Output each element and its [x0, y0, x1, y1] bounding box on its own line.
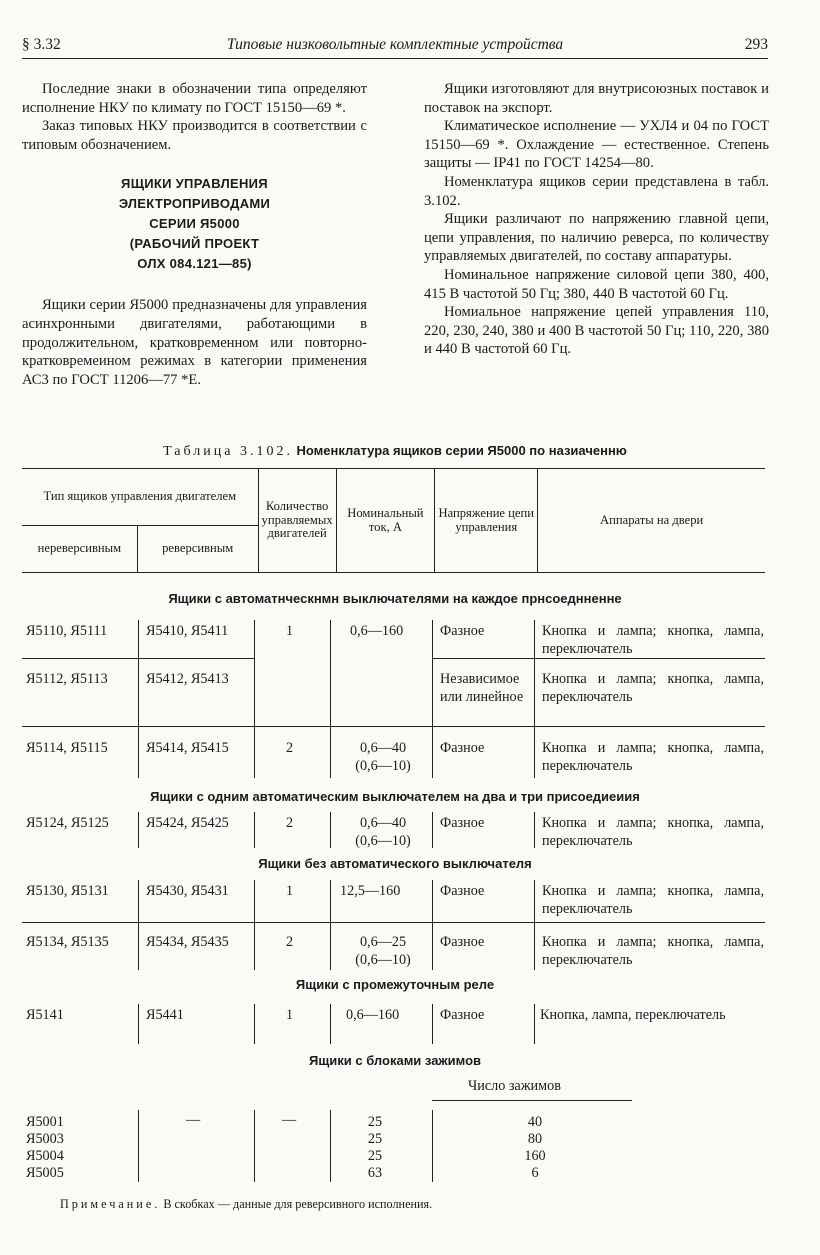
clamps-header-rule — [432, 1100, 632, 1101]
cell-rev: Я5430, Я5431 — [146, 883, 229, 899]
clamp-current: 25 — [367, 1114, 383, 1130]
cell-voltage: Фазное — [440, 883, 485, 899]
note-text: В скобках — данные для реверсивного исполнения. — [163, 1197, 433, 1211]
cell-current: 0,6—160 — [346, 1007, 400, 1023]
cell-rev: Я5410, Я5411 — [146, 623, 229, 639]
paragraph: Номинальное напряжение силовой цепи 380, 400, 415 В частотой 50 Гц; 380, 440 В частотой 60 Гц. — [424, 266, 769, 302]
cell-rev: Я5434, Я5435 — [146, 934, 229, 950]
cell-devices: Кнопка и лампа; кнопка, лампа, переключатель — [542, 934, 764, 968]
paragraph: Ящики различают по напряжению главной цепи, цепи управления, по наличию реверса, по количеству управляемых двигателей, по составу аппаратуры. — [424, 211, 769, 265]
clamp-rev: — — [186, 1112, 201, 1128]
paragraph: Ящики изготовляют для внутрисоюзных поставок и поставок на экспорт. — [424, 81, 769, 116]
clamp-count-value: 40 — [527, 1114, 543, 1130]
cell-current: 0,6—40 (0,6—10) — [355, 815, 411, 849]
cell-count: 2 — [286, 815, 294, 831]
row-divider — [22, 922, 765, 923]
cell-current: 0,6—25 (0,6—10) — [355, 934, 411, 968]
column-rule — [330, 620, 331, 778]
cell-count: 2 — [286, 934, 294, 950]
cell-count: 1 — [286, 1007, 294, 1023]
clamps-header: Число зажимов — [468, 1078, 561, 1094]
column-rule — [534, 1004, 535, 1044]
heading-line: ЭЛЕКТРОПРИВОДАМИ — [118, 196, 271, 212]
column-rule — [254, 620, 255, 778]
header-count: Количество управляемых двигателей — [258, 469, 336, 573]
right-column — [424, 80, 769, 359]
cell-rev: Я5414, Я5415 — [146, 740, 229, 756]
column-rule — [330, 1004, 331, 1044]
cell-nonrev: Я5110, Я5111 — [26, 623, 108, 639]
column-rule — [432, 880, 433, 970]
table-label: Таблица 3.102. — [163, 444, 293, 459]
cell-devices: Кнопка и лампа; кнопка, лампа, переключатель — [542, 740, 764, 774]
clamp-count: — — [282, 1112, 297, 1128]
paragraph: Номенклатура ящиков серии представлена в табл. 3.102. — [424, 173, 769, 209]
page-number: 293 — [744, 36, 768, 53]
paragraph: Номиальное напряжение цепей управления 110, 220, 230, 240, 380 и 400 В частотой 50 Гц; 110, 220, 380 и 440 В частотой 60 Гц. — [424, 304, 769, 358]
column-rule — [138, 1004, 139, 1044]
header-devices: Аппараты на двери — [538, 469, 765, 573]
column-rule — [330, 1110, 331, 1182]
cell-count: 1 — [286, 883, 294, 899]
cell-voltage: Фазное — [440, 623, 485, 639]
clamp-type: Я5001 — [26, 1114, 64, 1130]
column-rule — [138, 1110, 139, 1182]
table-header — [22, 468, 765, 573]
clamp-count-value: 80 — [527, 1131, 543, 1147]
cell-devices: Кнопка и лампа; кнопка, лампа, переключатель — [542, 815, 764, 849]
cell-rev: Я5412, Я5413 — [146, 671, 229, 687]
cell-count: 1 — [286, 623, 294, 639]
column-rule — [330, 812, 331, 848]
cell-nonrev: Я5114, Я5115 — [26, 740, 108, 756]
cell-voltage: Независимое или линейное — [440, 671, 524, 705]
table-note — [60, 1197, 432, 1212]
table-title: Номенклатура ящиков серии Я5000 по назиаченню — [296, 443, 627, 458]
column-rule — [254, 1110, 255, 1182]
cell-nonrev: Я5134, Я5135 — [26, 934, 109, 950]
column-rule — [138, 812, 139, 848]
column-rule — [138, 620, 139, 778]
row-divider — [432, 658, 765, 659]
clamp-current: 63 — [367, 1165, 383, 1181]
column-rule — [432, 1110, 433, 1182]
clamp-count-value: 6 — [531, 1165, 539, 1181]
section-title: Ящики с автоматнческнмн выключателями на каждое прнсоеднненне — [168, 591, 622, 606]
section-title: Ящики с одним автоматическим выключателем на два и три присоедиеиия — [150, 789, 640, 804]
heading-line: СЕРИИ Я5000 — [149, 216, 240, 232]
cell-rev: Я5441 — [146, 1007, 184, 1023]
cell-nonrev: Я5141 — [26, 1007, 64, 1023]
column-rule — [254, 880, 255, 970]
cell-voltage: Фазное — [440, 740, 485, 756]
section-title: Ящики без автоматического выключателя — [258, 856, 532, 871]
header-type-group: Тип ящиков управления двигателем — [22, 469, 258, 526]
cell-devices: Кнопка и лампа; кнопка, лампа, переключатель — [542, 883, 764, 917]
header-current: Номинальный ток, А — [336, 469, 435, 573]
column-rule — [432, 620, 433, 778]
section-number: § 3.32 — [22, 36, 61, 53]
column-rule — [432, 812, 433, 848]
running-header — [22, 36, 768, 59]
clamp-type: Я5003 — [26, 1131, 64, 1147]
cell-current: 0,6—160 — [350, 623, 404, 639]
column-rule — [138, 880, 139, 970]
clamp-count-value: 160 — [524, 1148, 546, 1164]
column-rule — [534, 880, 535, 970]
heading-line: (РАБОЧИЙ ПРОЕКТ — [129, 236, 260, 252]
cell-voltage: Фазное — [440, 934, 485, 950]
running-title: Типовые низковольтные комплектные устройства — [226, 36, 564, 53]
paragraph: Ящики серии Я5000 предназначены для управления асинхронными двигателями, работающими в продолжительном, кратковременном или повторно-кратковремеином режимах в категории применения АС3 по ГОСТ 11206—77 *Е. — [22, 297, 367, 388]
cell-voltage: Фазное — [440, 815, 485, 831]
column-rule — [330, 880, 331, 970]
note-label: Примечание. — [60, 1197, 161, 1211]
paragraph: Последние знаки в обозначении типа определяют исполнение НКУ по климату по ГОСТ 15150—69 *. — [22, 81, 367, 116]
row-divider — [22, 726, 765, 727]
clamp-current: 25 — [367, 1148, 383, 1164]
cell-devices: Кнопка и лампа; кнопка, лампа, переключатель — [542, 671, 764, 705]
cell-rev: Я5424, Я5425 — [146, 815, 229, 831]
cell-devices: Кнопка и лампа; кнопка, лампа, переключатель — [542, 623, 764, 657]
column-rule — [254, 1004, 255, 1044]
column-rule — [432, 1004, 433, 1044]
cell-devices: Кнопка, лампа, переключатель — [540, 1007, 726, 1023]
left-column — [22, 80, 367, 389]
cell-voltage: Фазное — [440, 1007, 485, 1023]
cell-nonrev: Я5124, Я5125 — [26, 815, 109, 831]
cell-current: 12,5—160 — [340, 883, 401, 899]
section-title: Ящики с блоками зажимов — [308, 1053, 482, 1068]
heading-line: ОЛХ 084.121—85) — [137, 256, 252, 272]
paragraph: Заказ типовых НКУ производится в соответствии с типовым обозначением. — [22, 118, 367, 153]
clamp-type: Я5005 — [26, 1165, 64, 1181]
table-caption — [22, 443, 768, 460]
cell-nonrev: Я5112, Я5113 — [26, 671, 108, 687]
section-heading — [22, 174, 367, 274]
header-voltage: Напряжение цепи управления — [435, 469, 538, 573]
cell-nonrev: Я5130, Я5131 — [26, 883, 109, 899]
header-rev: реверсивным — [137, 526, 258, 573]
clamp-type: Я5004 — [26, 1148, 64, 1164]
clamp-current: 25 — [367, 1131, 383, 1147]
column-rule — [534, 620, 535, 778]
column-rule — [254, 812, 255, 848]
column-rule — [534, 812, 535, 848]
paragraph: Климатическое исполнение — УХЛ4 и 04 по ГОСТ 15150—69 *. Охлаждение — естественное. Степень защиты — IP41 по ГОСТ 14254—80. — [424, 118, 769, 172]
cell-current: 0,6—40 (0,6—10) — [355, 740, 411, 774]
section-title: Ящики с промежуточным реле — [295, 977, 495, 992]
header-nonrev: нереверсивным — [22, 526, 137, 573]
heading-line: ЯЩИКИ УПРАВЛЕНИЯ — [121, 176, 268, 192]
cell-count: 2 — [286, 740, 294, 756]
